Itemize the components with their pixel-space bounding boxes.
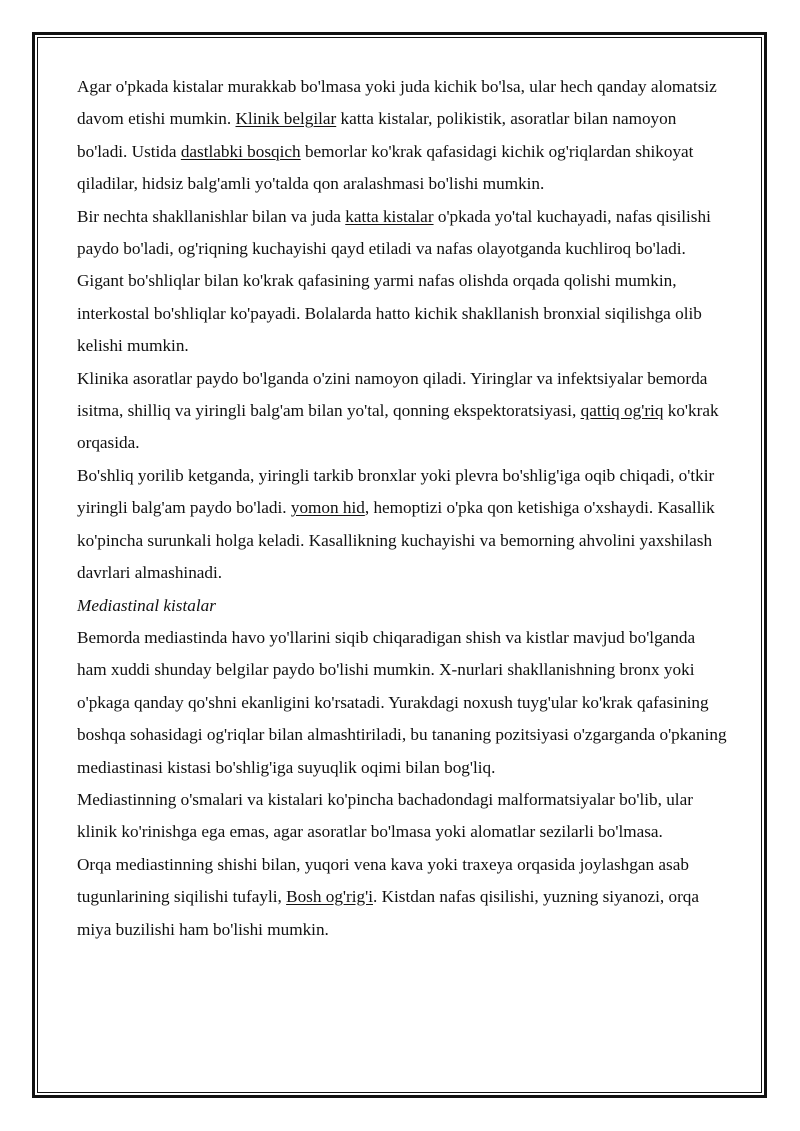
paragraph-mediastinal-tumors: Mediastinning o'smalari va kistalari ko'pincha bachadondagi malformatsiyalar bo'lib, ular klinik ko'rinishga ega emas, agar asoratlar bo'lmasa yoki alomatlar sezilarli bo'lmasa. [77, 789, 693, 842]
paragraph-large-cysts: Bir nechta shakllanishlar bilan va juda katta kistalar o'pkada yo'tal kuchayadi, nafas qisilishi paydo bo'ladi, og'riqning kuchayishi qayd etiladi va nafas olayotganda kuchliroq bo'ladi. Gigant bo'shliqlar bilan ko'krak qafasining yarmi nafas olishda orqada qolishi mumkin, interkostal bo'shliqlar ko'payadi. Bolalarda hatto kichik shakllanish bronxial siqilishga olib kelishi mumkin. [77, 206, 711, 356]
section-heading-mediastinal: Mediastinal kistalar [77, 595, 216, 615]
link-qattiq-ogriq[interactable]: qattiq og'riq [580, 401, 664, 421]
link-bosh-ogrigi[interactable]: Bosh og'rig'i [286, 887, 373, 907]
paragraph-asymptomatic: Agar o'pkada kistalar murakkab bo'lmasa yoki juda kichik bo'lsa, ular hech qanday alomatsiz davom etishi mumkin. Klinik belgilar katta kistalar, polikistik, asoratlar bilan namoyon bo'ladi. Ustida dastlabki bosqich bemorlar ko'krak qafasidagi kichik og'riqlardan shikoyat qiladilar, hidsiz balg'amli yo'talda qon aralashmasi bo'lishi mumkin. [77, 77, 717, 194]
link-yomon-hid[interactable]: yomon hid [290, 498, 365, 518]
paragraph-rupture: Bo'shliq yorilib ketganda, yiringli tarkib bronxlar yoki plevra bo'shlig'iga oqib chiqadi, o'tkir yiringli balg'am paydo bo'ladi. yomon hid, hemoptizi o'pka qon ketishiga o'xshaydi. Kasallik ko'pincha surunkali holga keladi. Kasallikning kuchayishi va bemorning ahvolini yaxshilash davrlari almashinadi. [77, 465, 715, 583]
paragraph-posterior-mediastinum: Orqa mediastinning shishi bilan, yuqori vena kava yoki traxeya orqasida joylashgan asab tugunlarining siqilishi tufayli, Bosh og'rig'i. Kistdan nafas qisilishi, yuzning siyanozi, orqa miya buzilishi ham bo'lishi mumkin. [77, 854, 700, 939]
paragraph-mediastinal-symptoms: Bemorda mediastinda havo yo'llarini siqib chiqaradigan shish va kistlar mavjud bo'lganda ham xuddi shunday belgilar paydo bo'lishi mumkin. X-nurlari shakllanishning bronx yoki o'pkaga qanday qo'shni ekanligini ko'rsatadi. Yurakdagi noxush tuyg'ular ko'krak qafasining boshqa sohasidagi og'riqlar bilan almashtiriladi, bu tananing pozitsiyasi o'zgarganda o'pkaning mediastinasi kistasi bo'shlig'iga suyuqlik oqimi bilan bog'liq. [77, 627, 727, 777]
link-dastlabki-bosqich[interactable]: dastlabki bosqich [180, 141, 301, 161]
link-katta-kistalar[interactable]: katta kistalar [345, 206, 434, 226]
document-body [77, 71, 727, 946]
link-klinik-belgilar[interactable]: Klinik belgilar [235, 109, 337, 129]
paragraph-complications: Klinika asoratlar paydo bo'lganda o'zini namoyon qiladi. Yiringlar va infektsiyalar bemorda isitma, shilliq va yiringli balg'am bilan yo'tal, qonning ekspektoratsiyasi, qattiq og'riq ko'krak orqasida. [77, 368, 719, 453]
